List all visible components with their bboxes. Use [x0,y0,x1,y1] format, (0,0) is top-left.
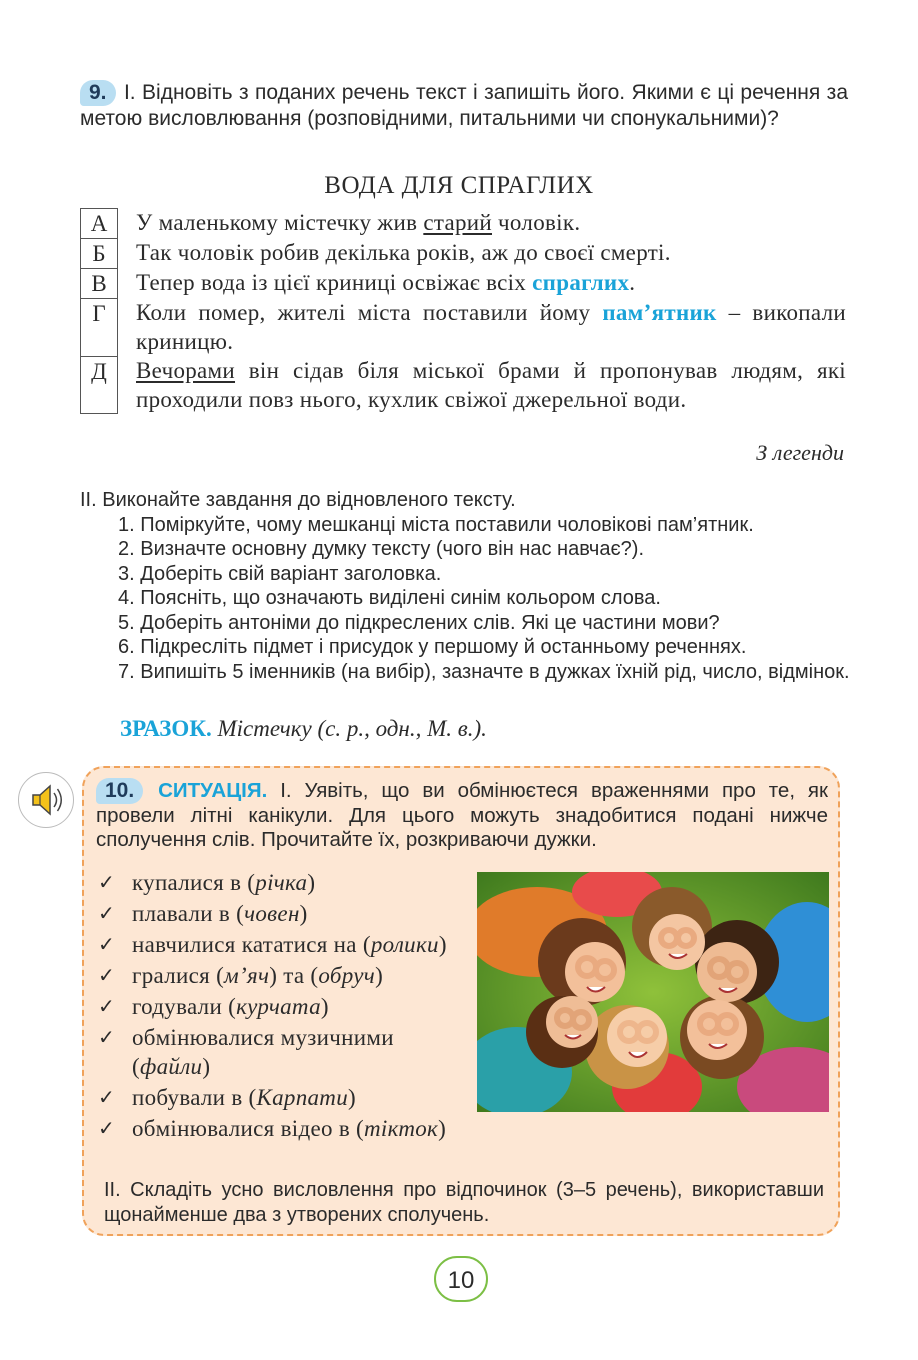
checkmark-icon: ✓ [98,1085,116,1109]
task-item: 5. Доберіть антоніми до підкреслених слів. Які це частини мови? [118,611,720,634]
underlined-word: старий [423,210,492,235]
part2-heading: ІІ. Виконайте завдання до відновленого тексту. [80,489,516,511]
list-item: ✓ навчилися кататися на (ролики) [98,932,447,957]
list-item: ✓ плавали в (човен) [98,901,308,926]
list-item: ✓ гралися (м’яч) та (обруч) [98,963,384,988]
phrase-list [98,868,468,1145]
children-photo [477,872,829,1112]
list-item: ✓ обмінювалися відео в (тікток) [98,1116,447,1141]
exercise-10-part2: ІІ. Складіть усно висловлення про відпочинок (3–5 речень), використавши щонайменше два з утворених сполучень. [104,1179,824,1226]
checkmark-icon: ✓ [98,994,116,1018]
checkmark-icon: ✓ [98,870,116,894]
list-item: ✓ купалися в (річка) [98,870,316,895]
checkmark-icon: ✓ [98,932,116,956]
sentence-row [80,298,846,356]
sample-text: Містечку (с. р., одн., М. в.). [217,716,487,741]
exercise-number-badge: 9. [80,80,116,106]
sentence-text: У маленькому містечку жив старий чоловік. [136,210,581,235]
sentence-text: Вечорами він сідав біля міської брами й пропонував людям, які проходили повз нього, кухлик свіжої джерельної води. [136,358,846,412]
exercise-9-part2 [80,488,850,684]
situation-label: СИТУАЦІЯ. [158,779,268,802]
task-item: 3. Доберіть свій варіант заголовка. [118,562,442,585]
exercise-9-instruction-text: І. Відновіть з поданих речень текст і запишіть його. Якими є ці речення за метою висловлювання (розповідними, питальними чи спонукальними)? [80,81,848,130]
underlined-word: Вечорами [136,358,236,383]
sentence-letter: В [80,268,118,298]
text-source: З легенди [756,440,844,465]
highlighted-word: спраглих [532,270,630,295]
task-item: 4. Поясніть, що означають виділені синім кольором слова. [118,587,661,609]
sentence-row [80,208,846,238]
task-item: 1. Поміркуйте, чому мешканці міста поставили чоловікові пам’ятник. [118,513,754,536]
list-item: ✓ обмінювалися музичними (файли) [98,1025,394,1079]
task-item: 2. Визначте основну думку тексту (чого він нас навчає?). [118,538,645,560]
task-list [80,513,850,685]
sample-answer [120,716,487,742]
sentence-letter: Б [80,238,118,268]
audio-speaker-icon[interactable] [18,772,74,828]
page-number: 10 [434,1256,488,1302]
sentence-text: Так чоловік робив декілька років, аж до своєї смерті. [136,240,671,265]
task-item: 6. Підкресліть підмет і присудок у першому й останньому реченнях. [118,636,747,658]
sentence-table [80,208,846,414]
exercise-10-instruction-text: І. Уявіть, що ви обмінюєтеся враженнями про те, як провели літні канікули. Для цього можуть знадобитися подані нижче сполучення слів. Прочитайте їх, розкриваючи дужки. [96,779,828,851]
exercise-number-badge: 10. [96,778,143,804]
sentence-text: Тепер вода із цієї криниці освіжає всіх спраглих. [136,270,636,295]
sentence-row [80,356,846,414]
sentence-letter: Д [80,356,118,414]
exercise-9-instruction [80,80,848,132]
task-item: 7. Випишіть 5 іменників (на вибір), зазначте в дужках їхній рід, число, відмінок. [118,660,850,683]
checkmark-icon: ✓ [98,1116,116,1140]
exercise-10-instruction [96,778,828,852]
highlighted-word: пам’ятник [602,300,717,325]
checkmark-icon: ✓ [98,963,116,987]
checkmark-icon: ✓ [98,901,116,925]
list-item: ✓ годували (курчата) [98,994,329,1019]
list-item: ✓ побували в (Карпати) [98,1085,356,1110]
sample-label: ЗРАЗОК. [120,716,212,741]
text-title: ВОДА ДЛЯ СПРАГЛИХ [324,172,594,199]
sentence-row [80,238,846,268]
sentence-letter: Г [80,298,118,356]
sentence-letter: А [80,208,118,238]
sentence-row [80,268,846,298]
checkmark-icon: ✓ [98,1025,116,1049]
sentence-text: Коли помер, жителі міста поставили йому пам’ятник – викопали криницю. [136,300,846,354]
